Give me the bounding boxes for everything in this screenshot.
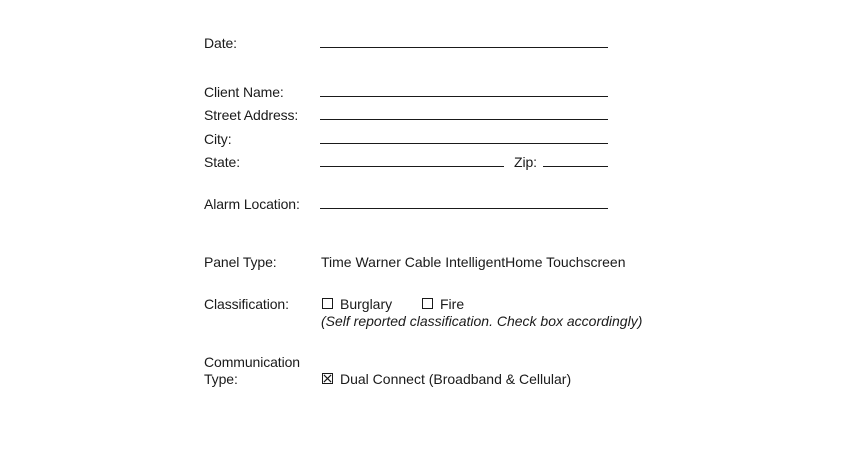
classification-note: (Self reported classification. Check box accordingly): [321, 313, 643, 329]
date-label: Date:: [204, 35, 237, 51]
communication-type-label-line2: Type:: [204, 371, 238, 387]
fire-label: Fire: [440, 296, 465, 312]
street-address-field-line[interactable]: [320, 119, 608, 120]
check-x-icon: [323, 374, 332, 383]
client-name-label: Client Name:: [204, 84, 284, 100]
zip-label: Zip:: [514, 154, 537, 170]
state-label: State:: [204, 154, 240, 170]
alarm-location-label: Alarm Location:: [204, 196, 300, 212]
burglary-label: Burglary: [340, 296, 393, 312]
fire-checkbox[interactable]: [422, 298, 433, 309]
city-label: City:: [204, 131, 232, 147]
communication-type-label-line1: Communication: [204, 354, 300, 370]
dual-connect-checkbox[interactable]: [322, 373, 333, 384]
city-field-line[interactable]: [320, 143, 608, 144]
zip-field-line[interactable]: [543, 166, 608, 167]
street-address-label: Street Address:: [204, 107, 299, 123]
dual-connect-label: Dual Connect (Broadband & Cellular): [340, 371, 572, 387]
classification-label: Classification:: [204, 296, 289, 312]
panel-type-value: Time Warner Cable IntelligentHome Touchscreen: [321, 254, 626, 270]
client-name-field-line[interactable]: [320, 96, 608, 97]
alarm-location-field-line[interactable]: [320, 208, 608, 209]
state-field-line[interactable]: [320, 166, 504, 167]
panel-type-label: Panel Type:: [204, 254, 277, 270]
burglary-checkbox[interactable]: [322, 298, 333, 309]
date-field-line[interactable]: [320, 47, 608, 48]
